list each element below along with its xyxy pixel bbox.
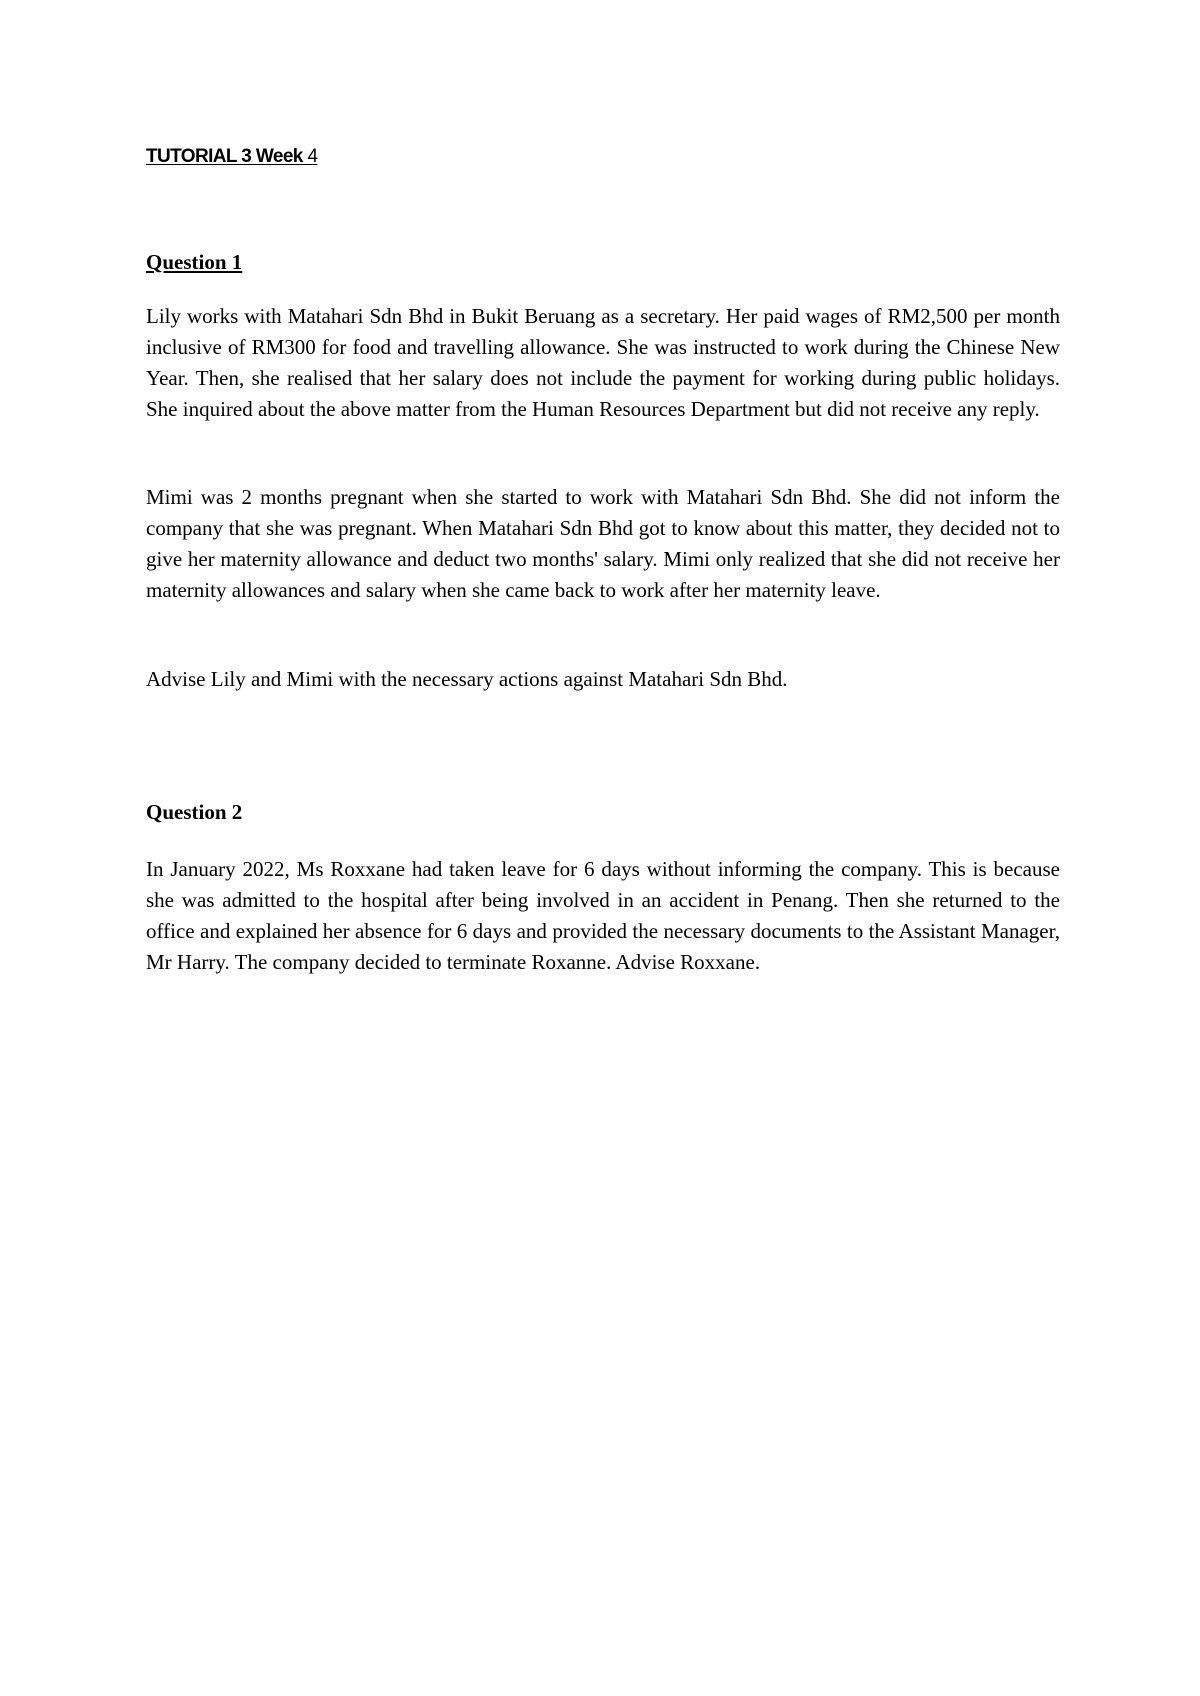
question-2-heading: Question 2 <box>146 800 243 824</box>
title-text: TUTORIAL 3 Week <box>146 146 303 167</box>
question-2-paragraph: In January 2022, Ms Roxxane had taken leave for 6 days without informing the company. This is because she was admitted to the hospital after being involved in an accident in Penang. Then she returned to the office and explained her absence for 6 days and provided the necessary documents to the Assistant Manager, Mr Harry. The company decided to terminate Roxanne. Advise Roxxane. <box>146 857 1060 974</box>
document-title <box>146 146 317 168</box>
question-1-paragraph-lily: Lily works with Matahari Sdn Bhd in Bukit Beruang as a secretary. Her paid wages of RM2,500 per month inclusive of RM300 for food and travelling allowance. She was instructed to work during the Chinese New Year. Then, she realised that her salary does not include the payment for working during public holidays. She inquired about the above matter from the Human Resources Department but did not receive any reply. <box>146 304 1060 421</box>
question-1-instruction: Advise Lily and Mimi with the necessary actions against Matahari Sdn Bhd. <box>146 667 788 691</box>
question-1-heading: Question 1 <box>146 250 243 274</box>
question-1-paragraph-mimi: Mimi was 2 months pregnant when she started to work with Matahari Sdn Bhd. She did not inform the company that she was pregnant. When Matahari Sdn Bhd got to know about this matter, they decided not to give her maternity allowance and deduct two months' salary. Mimi only realized that she did not receive her maternity allowances and salary when she came back to work after her maternity leave. <box>146 485 1060 602</box>
title-week-number: 4 <box>307 146 318 167</box>
